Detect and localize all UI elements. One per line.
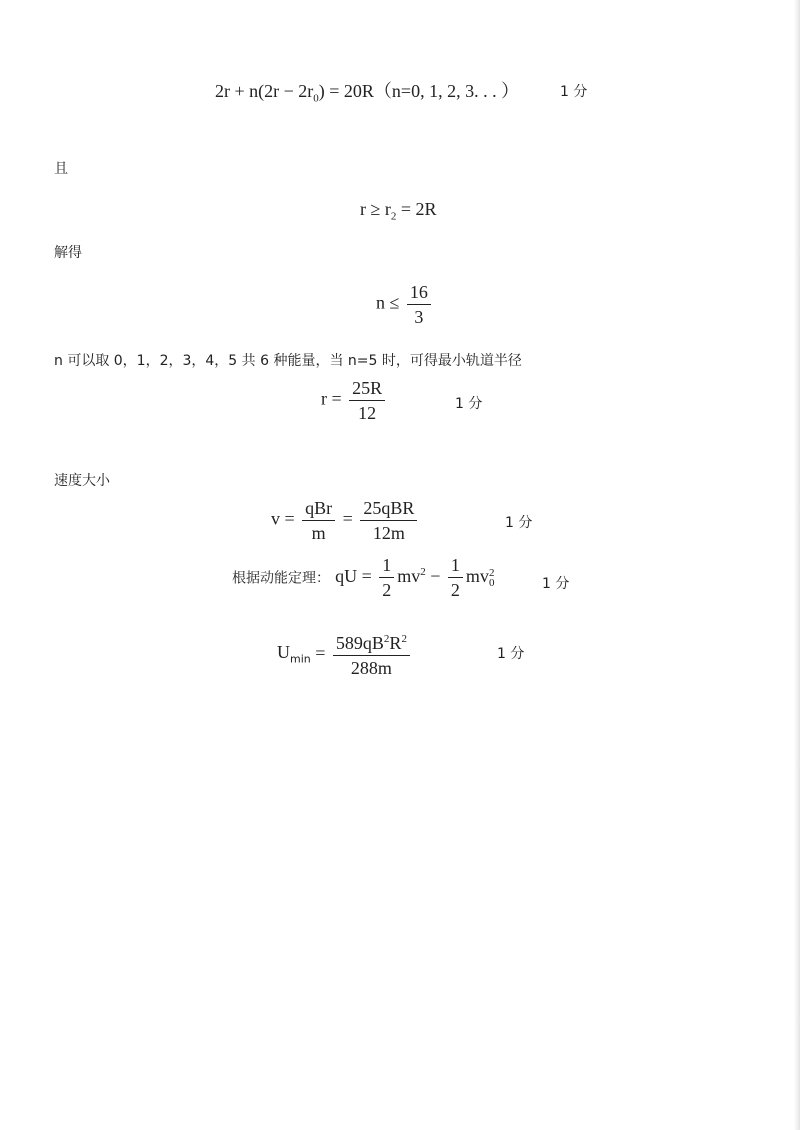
minus-sign: − <box>430 565 441 586</box>
fraction-numerator: 25qBR <box>360 498 417 521</box>
page-edge-shadow <box>794 0 800 1130</box>
equation-min-radius <box>321 378 388 423</box>
symbol-U: U <box>277 641 290 662</box>
equation-orbit-condition <box>215 77 519 105</box>
fraction-numerator: qBr <box>302 498 335 521</box>
equation-body <box>335 555 495 600</box>
equation-radius-bound <box>360 199 437 223</box>
equals-sign: = <box>315 643 326 663</box>
fraction <box>448 555 463 600</box>
text-sudu: 速度大小 <box>54 473 110 489</box>
superscript: 2 <box>488 566 495 579</box>
fraction-denominator: 3 <box>414 307 424 327</box>
numerator-part: R <box>389 633 402 653</box>
fraction-denominator: 2 <box>450 580 460 600</box>
equation-main: 2r + n(2r − 2r <box>215 81 314 101</box>
equals-sign: = <box>342 508 353 529</box>
fraction-numerator <box>333 629 410 656</box>
fraction <box>360 498 417 543</box>
text-n-values: n 可以取 0，1，2，3，4，5 共 6 种能量，当 n=5 时，可得最小轨道半径 <box>54 353 522 369</box>
fraction-denominator: 2 <box>382 580 392 600</box>
equation-lhs: qU = <box>335 565 372 586</box>
text-jiede: 解得 <box>54 245 82 261</box>
fraction-denominator: 12m <box>372 523 405 543</box>
fraction <box>379 555 394 600</box>
fraction <box>302 498 335 543</box>
equation-n-bound <box>376 282 434 327</box>
subscript: 0 <box>488 576 495 589</box>
equation-lhs: r ≥ r <box>360 199 391 219</box>
equation-rest: ) = 20R（n=0, 1, 2, 3. . . ） <box>318 81 520 101</box>
fraction <box>349 378 385 423</box>
score-label-3: 1 分 <box>505 515 533 531</box>
subscript-min: min <box>290 652 311 666</box>
equation-u-min <box>277 629 413 678</box>
subscript-zero: 0 <box>313 92 319 105</box>
subscript-two: 2 <box>390 210 397 223</box>
equation-energy <box>232 555 494 600</box>
fraction-denominator: 288m <box>350 658 392 678</box>
label-theorem: 根据动能定理： <box>232 570 330 587</box>
text-qie: 且 <box>54 161 68 177</box>
fraction-denominator: m <box>311 523 326 543</box>
score-label-4: 1 分 <box>542 576 570 592</box>
superscript: 2 <box>383 633 390 645</box>
superscript: 2 <box>420 565 426 578</box>
equation-velocity <box>271 498 420 543</box>
fraction-numerator: 1 <box>379 555 394 578</box>
equation-rhs: = 2R <box>396 199 437 219</box>
fraction-denominator: 12 <box>358 403 377 423</box>
term-mv: mv <box>397 565 421 586</box>
equation-lhs: r = <box>321 388 342 409</box>
term-mv0: mv <box>465 565 489 586</box>
fraction <box>333 629 410 678</box>
equation-lhs: v = <box>271 508 295 529</box>
fraction-numerator: 1 <box>448 555 463 578</box>
score-label-5: 1 分 <box>497 646 525 662</box>
numerator-part: 589qB <box>335 633 384 653</box>
equation-lhs: n ≤ <box>376 292 400 313</box>
superscript: 2 <box>401 633 407 645</box>
score-label-1: 1 分 <box>560 84 588 100</box>
fraction-numerator: 25R <box>349 378 385 401</box>
fraction <box>407 282 431 327</box>
score-label-2: 1 分 <box>455 396 483 412</box>
fraction-numerator: 16 <box>407 282 431 305</box>
